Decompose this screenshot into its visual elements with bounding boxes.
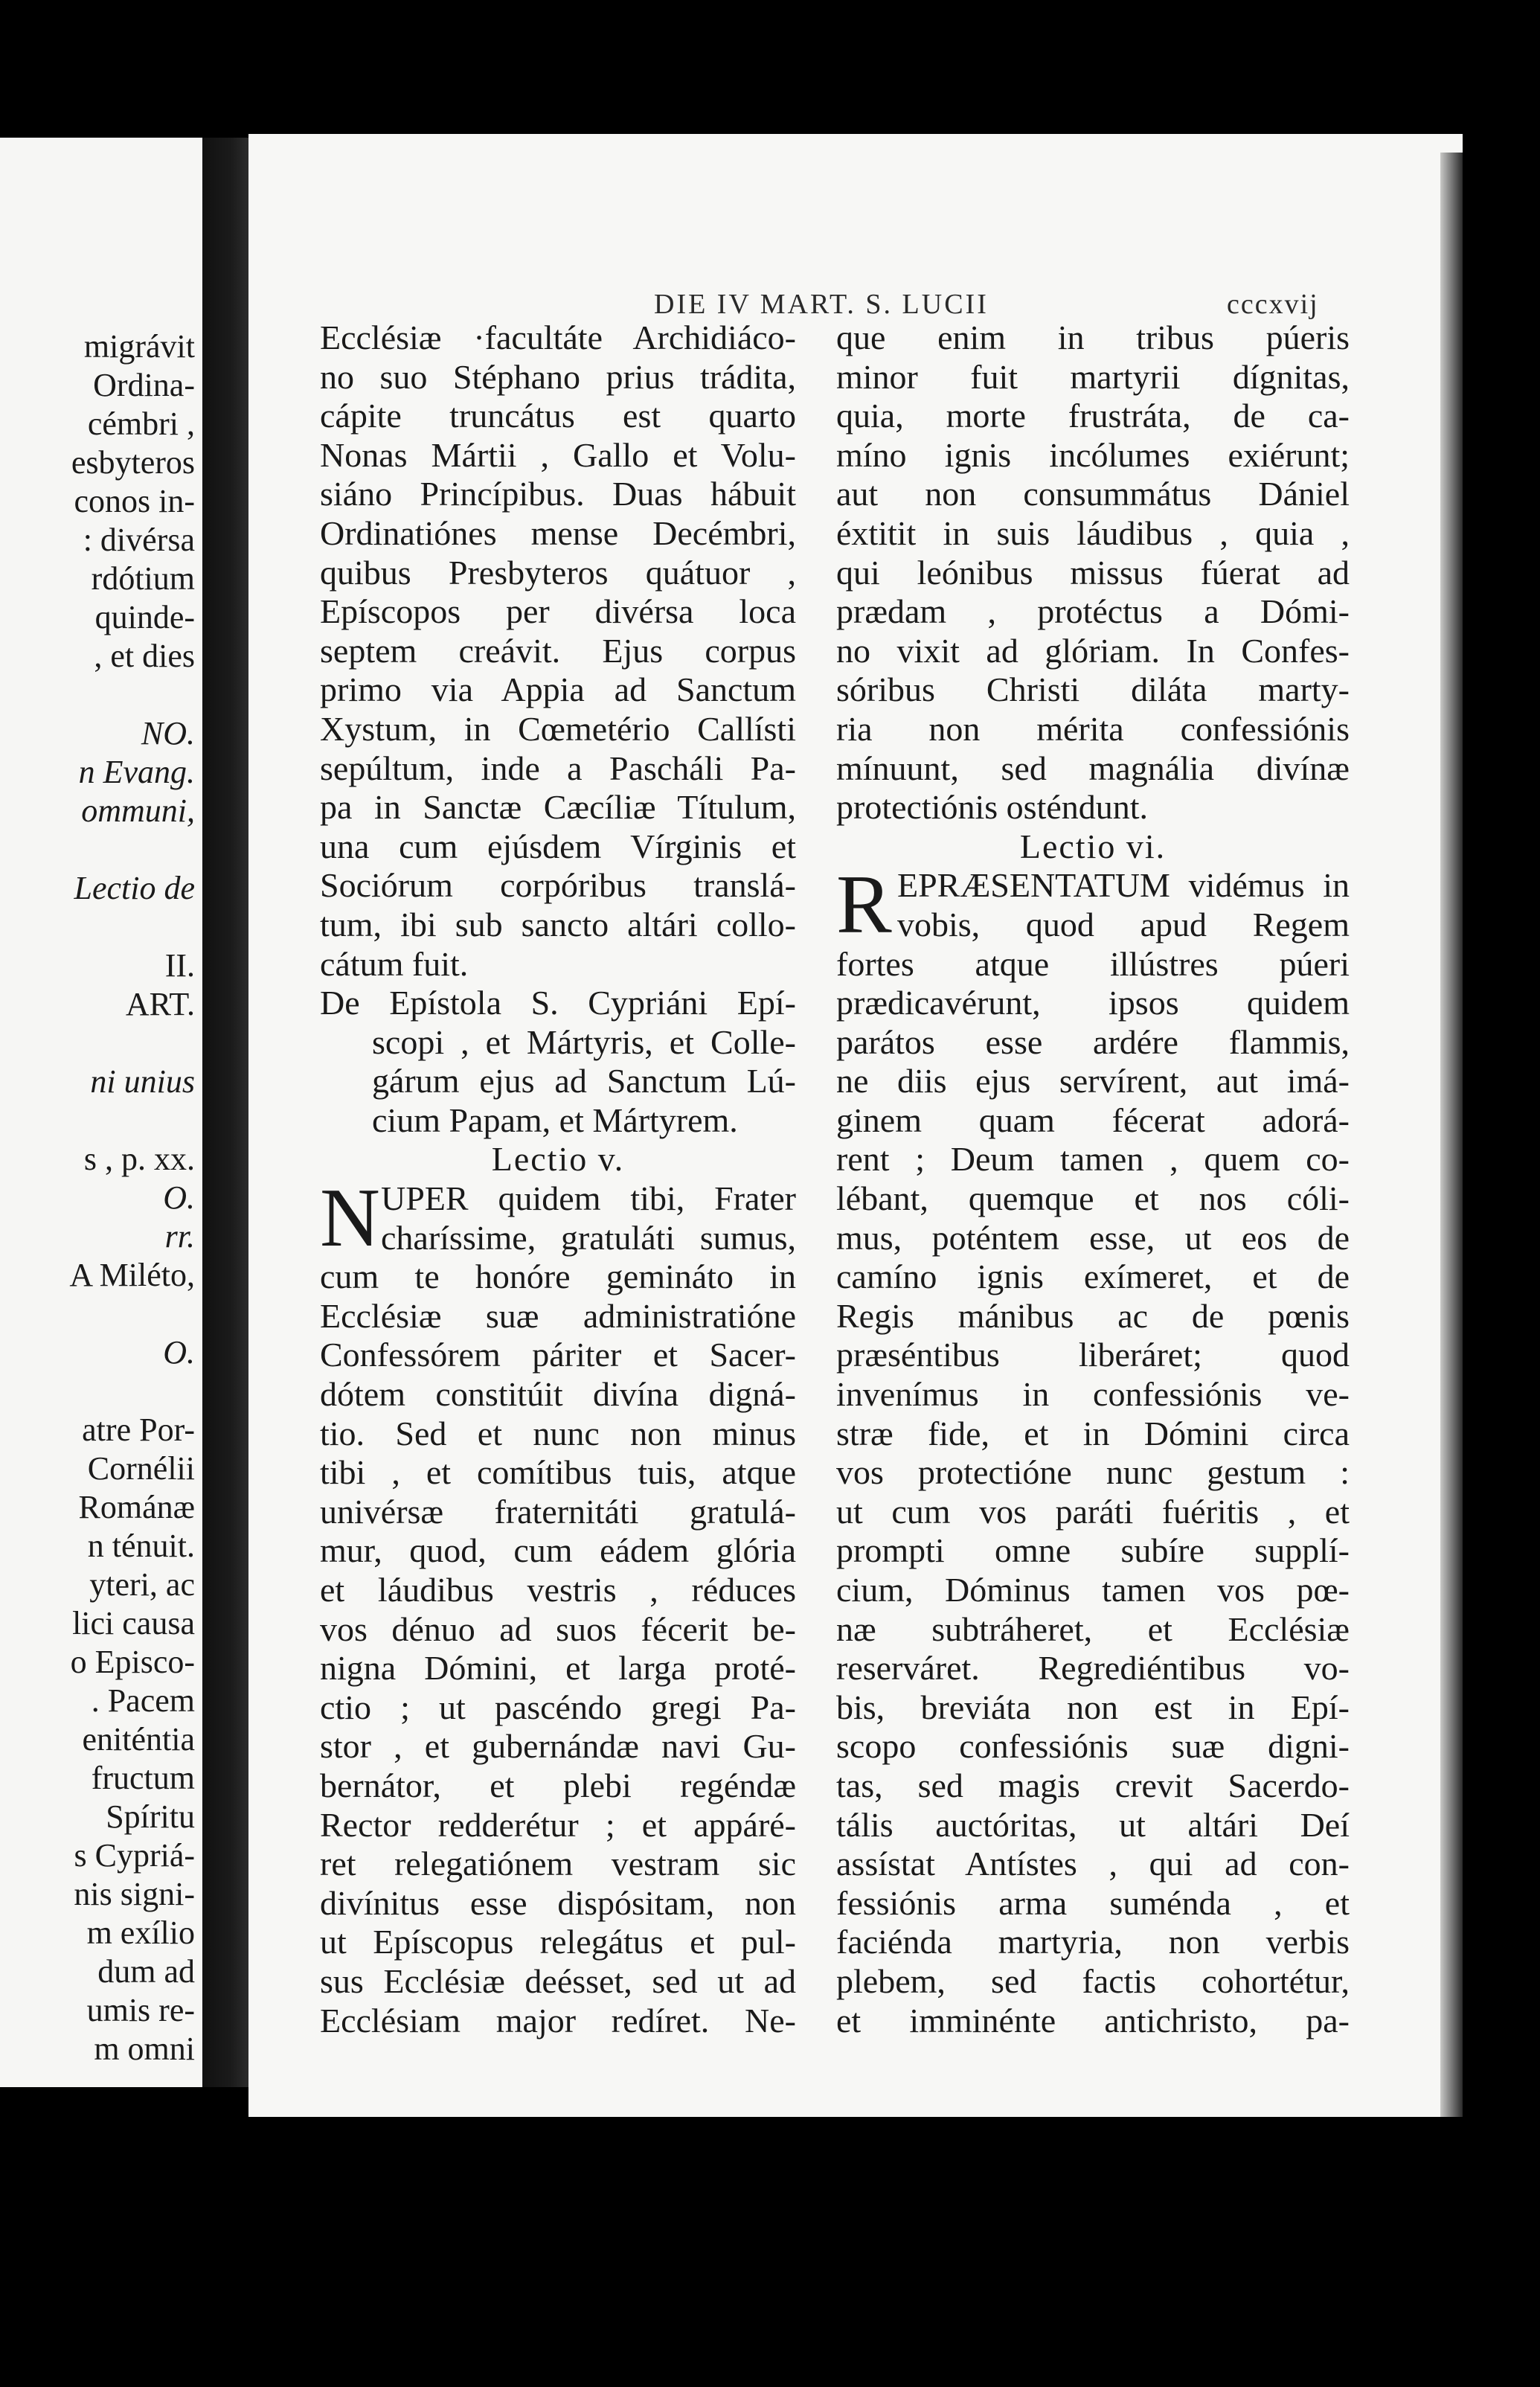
text-line: cátum fuit. xyxy=(320,944,469,983)
drop-cap: R xyxy=(836,859,892,952)
text-line: quia, morte frustráta, de ca- xyxy=(836,397,1350,435)
left-page-line: rdótium xyxy=(91,560,195,597)
text-line: et láudibus vestris , réduces xyxy=(320,1571,796,1609)
text-line: no vixit ad glóriam. In Confes- xyxy=(836,631,1350,670)
text-line: plebem, sed factis cohortétur, xyxy=(836,1961,1350,2000)
text-line: assístat Antístes , qui ad con- xyxy=(836,1845,1350,1883)
text-line: bis, breviáta non est in Epí- xyxy=(836,1688,1350,1726)
left-page-line: m omni xyxy=(94,2031,195,2067)
right-page xyxy=(248,134,1463,2117)
left-page-line: II. xyxy=(164,947,195,984)
left-page-line: Spíritu xyxy=(106,1798,195,1835)
drop-cap: N xyxy=(320,1172,380,1265)
text-line: sóribus Christi diláta marty- xyxy=(836,670,1350,709)
text-line: fortes atque illústres púeri xyxy=(836,944,1350,983)
left-page-line: atre Por- xyxy=(82,1412,195,1448)
text-line: qui leónibus missus fúerat ad xyxy=(836,553,1350,592)
text-line: Ecclésiæ suæ administratióne xyxy=(320,1296,796,1335)
left-page-line: O. xyxy=(163,1179,195,1216)
text-line: camíno ignis exímeret, et de xyxy=(836,1257,1350,1296)
left-page-line: ni unius xyxy=(90,1063,195,1100)
left-page-line: s , p. xx. xyxy=(83,1141,195,1177)
left-page-line: migrávit xyxy=(83,328,195,365)
text-line: ret relegatiónem vestram sic xyxy=(320,1845,796,1883)
text-line: vobis, quod apud Regem xyxy=(897,905,1350,943)
text-line: aut non consummátus Dániel xyxy=(836,475,1350,513)
text-line: parátos esse ardére flammis, xyxy=(836,1022,1350,1061)
text-line: prædicavérunt, ipsos quidem xyxy=(836,984,1350,1022)
text-line: prompti omne subíre supplí- xyxy=(836,1531,1350,1570)
left-facing-page xyxy=(0,138,202,2087)
text-line: siáno Princípibus. Duas hábuit xyxy=(320,475,796,513)
source-line: De Epístola S. Cypriáni Epí- xyxy=(320,984,796,1022)
text-line: Nonas Mártii , Gallo et Volu- xyxy=(320,435,796,474)
text-line: cium, Dóminus tamen vos pœ- xyxy=(836,1571,1350,1609)
text-line: Xystum, in Cœmetério Callísti xyxy=(320,709,796,748)
left-page-line: m exílio xyxy=(86,1915,195,1951)
left-page-line: ART. xyxy=(125,986,195,1022)
text-line: dótem constitúit divína digná- xyxy=(320,1375,796,1414)
left-page-line: n ténuit. xyxy=(87,1528,195,1564)
text-line: sus Ecclésiæ deésset, sed ut ad xyxy=(320,1961,796,2000)
left-page-line: Románæ xyxy=(78,1489,195,1525)
text-line: primo via Appia ad Sanctum xyxy=(320,670,796,709)
text-line: stræ fide, et in Dómini circa xyxy=(836,1414,1350,1452)
text-line: UPER quidem tibi, Frater xyxy=(381,1179,796,1218)
left-page-line: ommuni, xyxy=(81,792,195,829)
text-line: faciénda martyria, non verbis xyxy=(836,1923,1350,1961)
text-line: lébant, quemque et nos cóli- xyxy=(836,1179,1350,1218)
text-line: et imminénte antichristo, pa- xyxy=(836,2001,1350,2040)
text-line: sepúltum, inde a Pascháli Pa- xyxy=(320,749,796,787)
text-line: cápite truncátus est quarto xyxy=(320,397,796,435)
text-column-left xyxy=(320,318,796,2040)
left-page-line: rr. xyxy=(164,1218,195,1255)
text-line: mínuunt, sed magnália divínæ xyxy=(836,749,1350,787)
left-page-line: NO. xyxy=(141,715,195,752)
text-line: que enim in tribus púeris xyxy=(836,318,1350,356)
text-line: EPRÆSENTATUM vidémus in xyxy=(897,866,1350,905)
text-line: invenímus in confessiónis ve- xyxy=(836,1375,1350,1414)
text-line: Rector redderétur ; et appáré- xyxy=(320,1805,796,1844)
left-page-line: o Episco- xyxy=(70,1644,195,1680)
text-line: scopo confessiónis suæ digni- xyxy=(836,1727,1350,1766)
left-page-line: yteri, ac xyxy=(89,1566,195,1603)
running-head: DIE IV MART. S. LUCII xyxy=(654,289,989,320)
text-line: divínitus esse dispósitam, non xyxy=(320,1883,796,1922)
left-page-line: . Pacem xyxy=(91,1682,195,1719)
left-page-line: s Cypriá- xyxy=(74,1837,195,1874)
left-page-line: eniténtia xyxy=(82,1721,195,1758)
page-edge xyxy=(1440,153,1463,2117)
left-page-line: A Miléto, xyxy=(69,1257,195,1293)
source-line: cium Papam, et Mártyrem. xyxy=(372,1100,738,1139)
text-line: ut cum vos paráti fuéritis , et xyxy=(836,1492,1350,1531)
text-line: næ subtráheret, et Ecclésiæ xyxy=(836,1609,1350,1648)
text-line: tum, ibi sub sancto altári collo- xyxy=(320,905,796,943)
left-page-line: : divérsa xyxy=(83,522,195,558)
text-line: ut Epíscopus relegátus et pul- xyxy=(320,1923,796,1961)
text-line: Epíscopos per divérsa loca xyxy=(320,592,796,631)
left-page-line: Cornélii xyxy=(87,1450,195,1487)
left-page-line: lici causa xyxy=(72,1605,195,1641)
text-line: charíssime, gratuláti sumus, xyxy=(381,1218,796,1257)
left-page-line: n Evang. xyxy=(78,754,195,790)
left-page-line: esbyteros xyxy=(71,444,195,481)
source-line: gárum ejus ad Sanctum Lú- xyxy=(372,1062,796,1100)
text-line: pa in Sanctæ Cæcíliæ Títulum, xyxy=(320,788,796,827)
text-line: mus, poténtem esse, ut eos de xyxy=(836,1218,1350,1257)
text-line: protectiónis osténdunt. xyxy=(836,788,1149,827)
left-page-line: dum ad xyxy=(97,1953,195,1990)
paragraph-with-dropcap xyxy=(836,859,1350,2040)
left-page-line: quinde- xyxy=(94,599,195,635)
lectio-heading: Lectio vi. xyxy=(1019,827,1167,865)
text-line: minor fuit martyrii dígnitas, xyxy=(836,357,1350,396)
book-gutter xyxy=(202,138,248,2087)
text-line: reserváret. Regrediéntibus vo- xyxy=(836,1649,1350,1688)
text-line: Ecclésiam major redíret. Ne- xyxy=(320,2001,796,2040)
text-line: fessiónis arma suménda , et xyxy=(836,1883,1350,1922)
text-line: no suo Stéphano prius trádita, xyxy=(320,357,796,396)
text-line: præséntibus liberáret; quod xyxy=(836,1336,1350,1374)
text-line: tibi , et comítibus tuis, atque xyxy=(320,1453,796,1492)
text-line: Confessórem páriter et Sacer- xyxy=(320,1336,796,1374)
text-line: mur, quod, cum eádem glória xyxy=(320,1531,796,1570)
text-line: Ecclésiæ ·facultáte Archidiáco- xyxy=(320,318,796,356)
text-line: ginem quam fécerat adorá- xyxy=(836,1100,1350,1139)
lectio-heading: Lectio v. xyxy=(491,1140,625,1179)
left-page-line: fructum xyxy=(91,1760,195,1796)
text-line: ne diis ejus servírent, aut imá- xyxy=(836,1062,1350,1100)
text-line: ctio ; ut pascéndo gregi Pa- xyxy=(320,1688,796,1726)
left-page-line: nis signi- xyxy=(74,1876,195,1912)
text-line: Sociórum corpóribus translá- xyxy=(320,866,796,905)
text-line: vos protectióne nunc gestum : xyxy=(836,1453,1350,1492)
paragraph-with-dropcap xyxy=(320,1172,796,2040)
left-page-line: conos in- xyxy=(74,483,195,519)
left-page-line: , et dies xyxy=(94,638,195,674)
text-line: Regis mánibus ac de pœnis xyxy=(836,1296,1350,1335)
left-page-line: umis re- xyxy=(86,1992,195,2028)
left-page-line: O. xyxy=(163,1334,195,1371)
text-line: rent ; Deum tamen , quem co- xyxy=(836,1140,1350,1179)
folio-number: cccxvij xyxy=(1227,289,1319,320)
text-line: tas, sed magis crevit Sacerdo- xyxy=(836,1766,1350,1804)
text-line: septem creávit. Ejus corpus xyxy=(320,631,796,670)
text-line: cum te honóre gemináto in xyxy=(320,1257,796,1296)
text-line: prædam , protéctus a Dómi- xyxy=(836,592,1350,631)
text-line: stor , et gubernándæ navi Gu- xyxy=(320,1727,796,1766)
source-line: scopi , et Mártyris, et Colle- xyxy=(372,1022,796,1061)
text-line: bernátor, et plebi regéndæ xyxy=(320,1766,796,1804)
text-line: una cum ejúsdem Vírginis et xyxy=(320,827,796,865)
text-column-right xyxy=(836,318,1350,2040)
text-line: tális auctóritas, ut altári Deí xyxy=(836,1805,1350,1844)
left-page-line: cémbri , xyxy=(87,406,195,442)
text-line: ria non mérita confessiónis xyxy=(836,709,1350,748)
text-line: tio. Sed et nunc non minus xyxy=(320,1414,796,1452)
left-page-line: Lectio de xyxy=(74,870,195,906)
text-line: univérsæ fraternitáti gratulá- xyxy=(320,1492,796,1531)
text-line: éxtitit in suis láudibus , quia , xyxy=(836,513,1350,552)
text-line: nigna Dómini, et larga proté- xyxy=(320,1649,796,1688)
text-line: Ordinatiónes mense Decémbri, xyxy=(320,513,796,552)
text-line: quibus Presbyteros quátuor , xyxy=(320,553,796,592)
left-page-line: Ordina- xyxy=(93,367,195,403)
text-line: míno ignis incólumes exiérunt; xyxy=(836,435,1350,474)
text-line: vos dénuo ad suos fécerit be- xyxy=(320,1609,796,1648)
